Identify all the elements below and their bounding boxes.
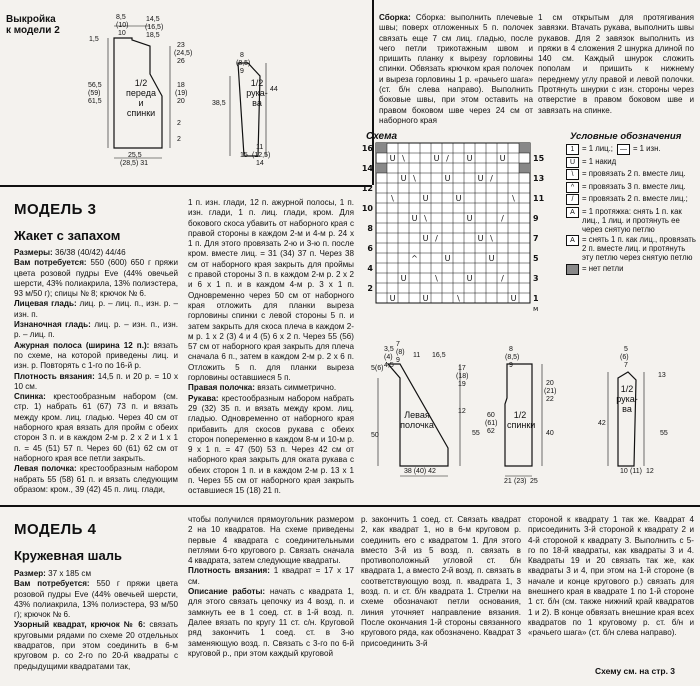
m2-dim-top-c: 10: [118, 30, 126, 37]
schema-grid-wrap: [362, 141, 548, 318]
legend-item-sk2p: A = снять 1 п. как лиц., провязать 2 п. вместе лиц. и протянуть эту петлю через снятую петлю: [566, 235, 696, 262]
schema-row-number-right: 15: [533, 154, 545, 163]
m3-sleeve-dim-f: 10: [620, 468, 628, 475]
schema-cell-no-stitch: [519, 163, 530, 173]
m3-front-dim-bottom: 38 (40) 42: [404, 468, 436, 475]
m3-back-dim-bottom-a: 21: [504, 478, 512, 485]
legend-symbol-ssk: A: [566, 207, 579, 218]
model4-col2-intro: чтобы получился прямоугольник размером 2 на 10 квадратов. На схеме приведены первые 4 квадрата с соединительными петлями 6-го кругового р. Связать сначала 4 квадрата, затем следующие квадраты.: [188, 515, 354, 566]
schema-stitch-symbol: U: [422, 294, 429, 303]
legend-item-k2tog: \ = провязать 2 п. вместе лиц.: [566, 169, 696, 180]
schema-stitch-symbol: /: [501, 274, 504, 283]
schema-stitch-symbol: U: [510, 294, 517, 303]
m2-dim-right-h: 2: [177, 136, 181, 143]
m3-sleeve-label: 1/2 рука- ва: [616, 384, 638, 414]
schema-stitch-symbol: U: [422, 194, 429, 203]
schema-row-number-left: 12: [362, 184, 373, 193]
legend-symbol-k2tog-b: /: [566, 194, 579, 205]
schema-stitch-symbol: /: [435, 234, 438, 243]
schema-stitch-symbol: U: [433, 154, 440, 163]
m3-front-dim-top-g: 11: [413, 352, 421, 359]
model4-col3: р. закончить 1 соед. ст. Связать квадрат 2, как квадрат 1, но в 6-м круговом р. соединить его с квадратом 1. Для этого вместо 3-й из 5 возд. п. связать в противоположный угловой ст. б/н квадрата 1, а вместо 2-й возд. п. связать в соответствующую возд. п. квадрата 1, 3 возд. п. и ст. б/н квадрата 1. Стрелки на схеме обозначают петли основания, линия уточняет направление вязания. После окончания 1-й стороны связанного кругового ряда, как обозначено. Квадрат 3 присоединить 3-й: [361, 515, 521, 648]
model4-size: Размер: 37 х 185 см: [14, 569, 92, 578]
model4-heading: МОДЕЛЬ 4: [14, 521, 97, 538]
model3-left-front-cont: 1 п. изн. глади, 12 п. ажурной полосы, 1 п. изн. глади, 1 п. лиц. глади, кром. Для бокового скоса убавить от наборного края с правой стороны в каждом 2-м и 4-м р. 24 х 1 п. Для этого провязать 2-ю и 3-ю п. после кром. вместе лиц. = 31 (34) 37 п. Через 38 см от наборного края закрыть для проймы с правой стороны 3 п. в каждом 2-м р. 2 х 2 и 6 х 1 п. и в каждом 4-м р. 3 х 1 п. Одновременно через 50 см от наборного края отложить для планки выреза горловины спинки с левой стороны 5 п. и затем закрыть для скоса плеча в каждом 2-м р. 1 х 2 (3) 4 и 4 (5) 6 х 2 п. Через 55 (56) 57 см от наборного края закрыть для плеча сначала 6 п., затем в каждом 2-м р. 2 х 6 п. Отложить 5 п. для планки выреза горловины оставшиеся 5 п.: [188, 198, 354, 383]
m3-front-label: Левая полочка: [400, 410, 434, 430]
schema-stitch-symbol: U: [400, 174, 407, 183]
schema-stitch-symbol: /: [446, 154, 449, 163]
m2-sleeve-dim-b: (8,5): [236, 60, 251, 67]
legend-symbol-no-stitch: [566, 264, 579, 275]
schema-stitch-symbol: U: [444, 174, 451, 183]
model4-description: Описание работы: начать с квадрата 1, для этого связать цепочку из 4 возд. п. и замкнуть ее в 1 соед. ст. в 1-й возд. п. Далее вязать по кругу 11 ст. с/н. Круговой ряд закончить 1 соед. ст. в 3-ю заменяющую возд. п. Связать с 3-го по 6-й круговой р., при этом каждый круговой: [188, 587, 354, 658]
legend-symbol-sk2p: A: [566, 235, 579, 246]
pattern-m2-sleeve-outline: [238, 63, 260, 156]
schema-stitch-symbol: U: [466, 154, 473, 163]
schema-stitch-symbol: \: [413, 174, 416, 183]
model3-materials: Вам потребуется: 550 (600) 650 г пряжи цвета розовой пудры Eve (44% овечьей шерсти, 43% полиакрила, 13% полиэстера, 93 м/50 г); спицы № 8; крючок № 6.: [14, 258, 178, 299]
schema-stitch-symbol: \: [490, 234, 493, 243]
schema-row-number-left: 14: [362, 164, 373, 173]
schema-cell-no-stitch: [519, 143, 530, 153]
m3-front-dim-top-h: 16,5: [432, 352, 446, 359]
model4-col4: стороной к квадрату 1 так же. Квадрат 4 присоединить 3-й стороной к квадрату 2 и 4-й стороной к квадрату 3. Выполнить с 5-го по 18-й квадраты, как квадраты 3 и 4. Квадраты 19 и 20 связать так же, как квадраты 3 и 4, при этом на 1-й стороне (в начале и конце кругового р.) связать для внешнего края в квадрате 1 по 1-й стороне 1 ст. б/н (см. также нижний край квадратов 1 и 2). В конце обвязать внешние края всех квадратов по 1 круговому р. ст. б/н и «рачьего шага» (ст. б/н слева направо).: [528, 515, 694, 638]
schema-left-note: м: [533, 305, 539, 313]
model3-col2: [188, 198, 354, 497]
m3-sleeve-dim-h: 12: [646, 468, 654, 475]
schema-stitch-symbol: U: [477, 234, 484, 243]
m3-sleeve-dim-e: 42: [598, 420, 606, 427]
m2-dim-side-b: (59): [88, 90, 101, 97]
schema-stitch-symbol: \: [424, 214, 427, 223]
model4-square: Узорный квадрат, крючок № 6: связать круговыми рядами по схеме 20 отдельных квадратов, при этом соединить в 6-м круговом р. со 2-го по 20-й квадраты с предыдущими квадратами так,: [14, 620, 178, 671]
model4-col2: [188, 515, 354, 659]
schema-row-number-right: 1: [533, 294, 539, 303]
model3-gauge: Плотность вязания: 14,5 п. и 20 р. = 10 х 10 см.: [14, 371, 178, 391]
m3-front-dim-right-d: 12: [458, 408, 466, 415]
schema-stitch-symbol: /: [490, 174, 493, 183]
m3-front-dim-top-c: (4): [384, 354, 393, 361]
schema-stitch-symbol: U: [389, 154, 396, 163]
legend-item-k2tog-b: / = провязать 2 п. вместе лиц.;: [566, 194, 696, 205]
m2-sleeve-dim-g: 11: [256, 144, 264, 151]
model4-gauge: Плотность вязания: 1 квадрат = 17 х 17 см.: [188, 566, 355, 586]
schema-stitch-symbol: \: [402, 154, 405, 163]
m2-dim-top-f: 18,5: [146, 32, 160, 39]
schema-stitch-symbol: \: [457, 294, 460, 303]
schema-stitch-symbol: U: [488, 254, 495, 263]
model3-right-front: Правая полочка: вязать симметрично.: [188, 383, 337, 393]
schema-stitch-symbol: U: [389, 294, 396, 303]
legend-item-ssk: A = 1 протяжка: снять 1 п. как лиц., 1 лиц. и протянуть ее через снятую петлю: [566, 207, 696, 234]
m3-back-dim-left-b: (61): [485, 420, 498, 427]
m3-sleeve-dim-i: 55: [660, 430, 668, 437]
schema-stitch-symbol: U: [466, 214, 473, 223]
m3-front-dim-right-c: 19: [458, 381, 466, 388]
schema-row-number-right: 11: [533, 194, 545, 203]
model3-stockinette: Лицевая гладь: лиц. р. – лиц. п., изн. р. – изн. п.: [14, 299, 178, 319]
m3-back-dim-bottom-b: (23): [514, 478, 527, 485]
legend-symbol-purl: —: [617, 144, 630, 155]
m2-dim-right-a: 23: [177, 42, 185, 49]
schema-row-number-left: 10: [362, 204, 373, 213]
pattern-m2-title: Выкройка к модели 2: [6, 14, 60, 36]
m2-dim-right-b: (24,5): [174, 50, 193, 57]
m2-sleeve-dim-d: 38,5: [212, 100, 226, 107]
assembly-col1: Сборка: Сборка: выполнить плечевые швы; поверх отложенных 5 п. полочек связать еще 7 см лиц. гладью, после чего петли трикотажным швом и пришить планку к вырезу горловины спинки. Обвязать крючком края полочек и выреза горловины 1 р. «рачьего шага» (ст. б/н слева направо). Выполнить боковые швы, при этом оставить на правом боковом шве через 24 см от наборного края: [379, 13, 533, 125]
continue-note: Схему см. на стр. 3: [595, 666, 676, 676]
m3-back-dim-top-a: 8: [509, 346, 513, 353]
schema-row-number-left: 8: [367, 224, 373, 233]
m3-back-dim-right-c: 22: [546, 396, 554, 403]
legend-item-knit: 1 = 1 лиц.; — = 1 изн.: [566, 144, 696, 155]
model3-sleeves: Рукава: крестообразным набором набрать 29 (32) 35 п. и вязать между кром. лиц. гладью. Одновременно от наборного края прибавить для скосов рукава с обеих сторон попеременно в каждом 8-м и 10-м р. 9 х 1 п. = 47 (50) 53 п. Через 42 см от наборного края закрыть для оката рукава с обеих сторон 1 п. и в каждом 2-м р. 13 х 1 п. Через 55 см от наборного края закрыть оставшиеся 15 (18) 21 п.: [188, 393, 354, 496]
schema-stitch-symbol: \: [391, 194, 394, 203]
m2-sleeve-dim-i: 14: [256, 160, 264, 167]
model3-sizes: Размеры: 36/38 (40/42) 44/46: [14, 248, 126, 257]
schema-row-number-right: 13: [533, 174, 545, 183]
schema-stitch-symbol: U: [400, 274, 407, 283]
m3-front-dim-left-b: 50: [371, 432, 379, 439]
schema-row-number-left: 2: [367, 284, 373, 293]
m2-dim-right-e: (19): [175, 90, 188, 97]
schema-stitch-symbol: U: [455, 194, 462, 203]
m2-dim-bottom-b: (28,5) 31: [120, 160, 149, 167]
legend-symbol-k2tog: \: [566, 169, 579, 180]
model4-subheading: Кружевная шаль: [14, 548, 122, 563]
m3-back-dim-bottom-c: 25: [530, 478, 538, 485]
m2-dim-left-mark: 1,5: [89, 36, 99, 43]
m2-dim-top-e: (16,5): [145, 24, 164, 31]
m2-dim-top-d: 14,5: [146, 16, 160, 23]
m2-sleeve-dim-a: 8: [240, 52, 244, 59]
schema-stitch-symbol: ^: [411, 254, 418, 263]
legend-title: Условные обозначения: [570, 131, 682, 142]
m3-back-dim-left-c: 62: [487, 428, 495, 435]
model3-subheading: Жакет с запахом: [14, 228, 121, 243]
m2-sleeve-dim-e: 44: [270, 86, 278, 93]
schema-row-number-left: 6: [367, 244, 373, 253]
m3-front-dim-right-e: 55: [472, 430, 480, 437]
schema-grid: [362, 141, 548, 313]
m2-dim-side-a: 56,5: [88, 82, 102, 89]
m3-front-dim-top-f: 9: [396, 357, 400, 364]
divider-top-left: [0, 185, 372, 187]
m2-dim-side-c: 61,5: [88, 98, 102, 105]
schema-stitch-symbol: \: [512, 194, 515, 203]
schema-row-number-left: 4: [367, 264, 373, 273]
assembly-col2: 1 см открытым для протягивания завязки. Втачать рукава, выполнить швы рукавов. Для 2 завязок выполнить из пряжи в 4 сложения 2 шнурка длиной по 140 см. Каждый шнурок сложить пополам и пришить к нижнему переднему углу правой и левой полочки. Протянуть шнурки с изн. стороны через отверстие в правом боковом шве и завязать на спинке.: [538, 13, 694, 115]
m3-front-dim-top-a: 3,5: [384, 346, 394, 353]
m3-back-dim-left-a: 60: [487, 412, 495, 419]
model3-left-front: Левая полочка: крестообразным набором набрать 55 (58) 61 п. и вязать следующим образом: кром., 39 (42) 45 п. лиц. глади,: [14, 464, 178, 494]
schema-row-number-right: 5: [533, 254, 539, 263]
m2-dim-right-c: 26: [177, 58, 185, 65]
m3-front-dim-top-d: (8): [396, 349, 405, 356]
schema-cell-no-stitch: [376, 163, 387, 173]
model3-back: Спинка: крестообразным набором (см. стр. 1) набрать 61 (67) 73 п. и вязать между кром. лиц. гладью. Через 40 см от наборного края вязать для пройм с обеих сторон 3 п. и в каждом 2-м р. 2 х 2 и 1 х 1 п. = 45 (51) 57 п. Через 60 (61) 62 см от наборного края все петли закрыть.: [14, 392, 178, 463]
m3-front-dim-left-a: 5(6): [371, 365, 384, 372]
m2-sleeve-dim-h: (12,5): [252, 152, 271, 159]
model3-col1: [14, 248, 178, 495]
legend-item-k3tog: ^ = провязать 3 п. вместе лиц.: [566, 182, 696, 193]
m3-front-dim-top-b: 7: [396, 341, 400, 348]
schema-row-number-left: 16: [362, 144, 373, 153]
schema-title: Схема: [366, 131, 398, 142]
m2-sleeve-label: 1/2 рука- ва: [246, 78, 268, 108]
schema-row-number-right: 3: [533, 274, 539, 283]
legend-symbol-yo: U: [566, 157, 579, 168]
schema-row-number-right: 9: [533, 214, 539, 223]
m2-sleeve-dim-f: 15: [240, 152, 248, 159]
divider-model4: [0, 505, 700, 507]
m3-back-dim-top-c: 9: [509, 362, 513, 369]
schema-stitch-symbol: /: [501, 214, 504, 223]
schema-row-number-right: 7: [533, 234, 539, 243]
m3-sleeve-dim-c: 7: [624, 362, 628, 369]
m3-sleeve-dim-b: (6): [620, 354, 629, 361]
m2-back-label: 1/2 переда и спинки: [126, 78, 156, 118]
m3-front-dim-right-a: 17: [458, 365, 466, 372]
schema-cell-no-stitch: [376, 143, 387, 153]
model4-col1: [14, 569, 178, 672]
m2-dim-right-f: 20: [177, 98, 185, 105]
schema-stitch-symbol: U: [422, 234, 429, 243]
schema-stitch-symbol: \: [435, 274, 438, 283]
schema-stitch-symbol: U: [466, 274, 473, 283]
m2-dim-top-b: (10): [116, 22, 129, 29]
m3-front-dim-top-e: 4,5: [384, 362, 394, 369]
legend-symbol-k3tog: ^: [566, 182, 579, 193]
m2-sleeve-dim-c: 9: [240, 68, 244, 75]
m3-sleeve-dim-g: (11): [630, 468, 642, 475]
schema-stitch-symbol: U: [477, 174, 484, 183]
pattern-m2-block: [0, 0, 370, 185]
m3-back-dim-top-b: (8,5): [505, 354, 520, 361]
m3-back-dim-right-d: 40: [546, 430, 554, 437]
m2-dim-right-d: 18: [177, 82, 185, 89]
model3-lace: Ажурная полоса (ширина 12 п.): вязать по схеме, на которой приведены лиц. и изн. р. Повторять с 1-го по 16-й р.: [14, 340, 178, 371]
m3-sleeve-dim-a: 5: [624, 346, 628, 353]
m2-dim-right-g: 2: [177, 120, 181, 127]
schema-stitch-symbol: U: [411, 214, 418, 223]
model3-heading: МОДЕЛЬ 3: [14, 201, 97, 218]
m3-sleeve-dim-d: 13: [658, 372, 666, 379]
schema-stitch-symbol: U: [444, 254, 451, 263]
legend-list: [566, 144, 696, 276]
legend-symbol-knit: 1: [566, 144, 579, 155]
m3-front-dim-right-b: (18): [456, 373, 469, 380]
legend-item-no-stitch: = нет петли: [566, 264, 696, 275]
m2-dim-top-a: 8,5: [116, 14, 126, 21]
m3-back-label: 1/2 спинки: [507, 410, 536, 430]
model3-reverse: Изнаночная гладь: лиц. р. – изн. п., изн. р. – лиц. п.: [14, 320, 179, 340]
m2-dim-bottom-a: 25,5: [128, 152, 142, 159]
legend-item-yo: U = 1 накид: [566, 157, 696, 168]
model4-materials: Вам потребуется: 550 г пряжи цвета розовой пудры Eve (44% овечьей шерсти, 43% полиакрила, 13% полиэстера, 93 м/50 г); крючок № 6.: [14, 579, 178, 620]
m3-back-dim-right-a: 20: [546, 380, 554, 387]
schema-stitch-symbol: U: [499, 154, 506, 163]
m3-back-dim-right-b: (21): [544, 388, 557, 395]
